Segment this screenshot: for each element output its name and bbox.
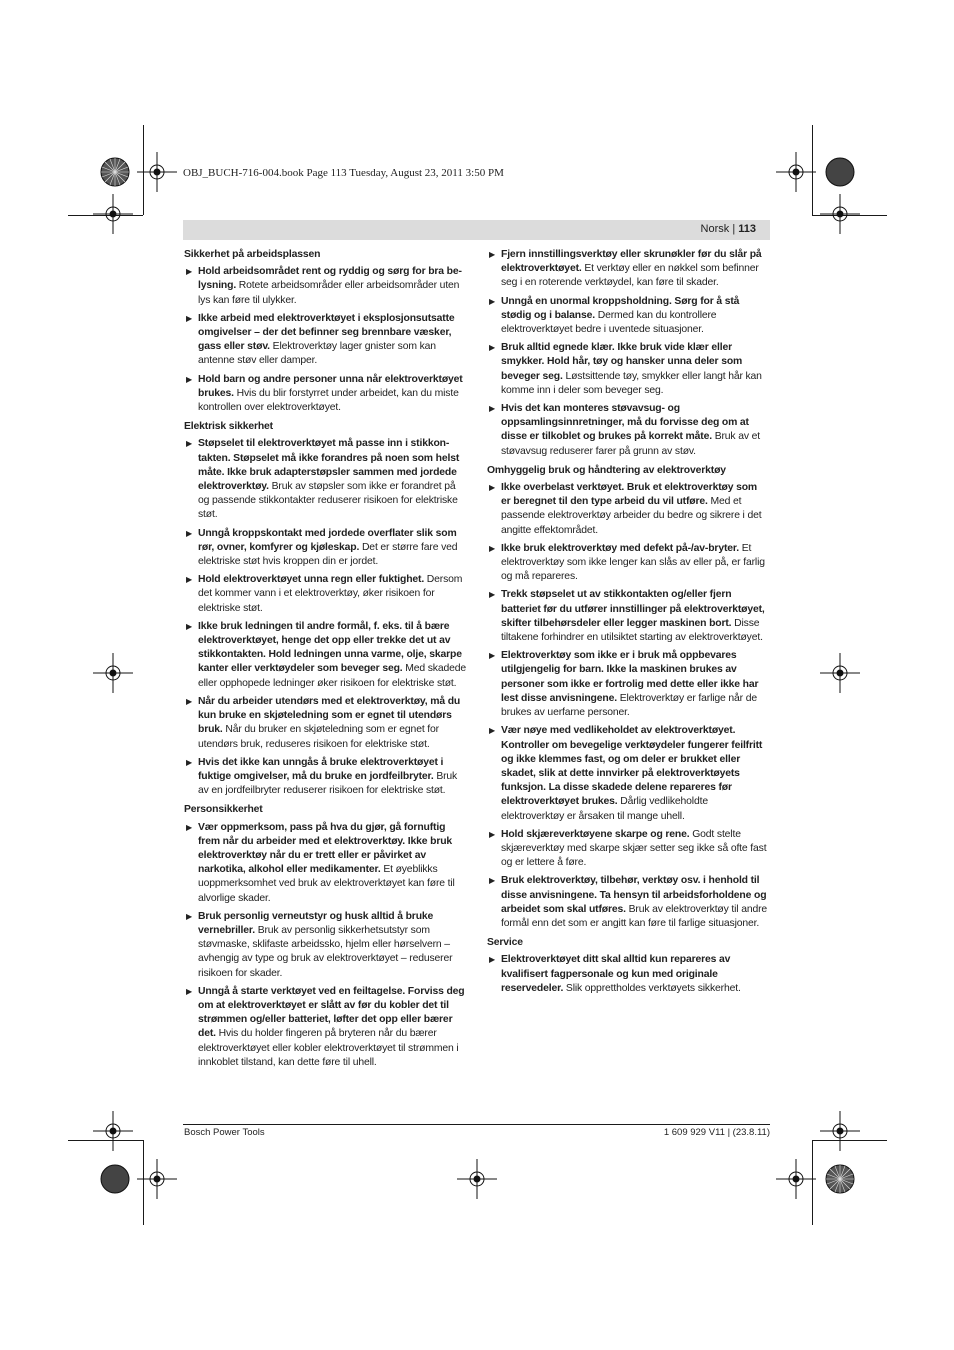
item-bold-text: Bruk alltid egnede klær. Ikke bruk vide klær eller smykker. Hold hår, tøy og hansker unna deler som beveger seg. [501,342,743,382]
item-body-text: Bruk av personlig sikkerhetsutstyr som støvmaske, sklifaste arbeidssko, hjelm eller hørselvern – avhengig av type og bruk av elektroverktøyet – reduserer risikoen for skader. [198,924,453,979]
list-item [487,295,769,338]
item-bold-text: Hold barn og andre personer unna når elektroverktøyet brukes. [198,373,463,399]
list-item [487,874,769,931]
section [487,248,769,459]
item-body-text: Elektroverktøy lager gnister som kan antenne støv eller damper. [198,341,436,367]
list-item [184,756,466,799]
page-header-bar [183,220,770,240]
list-item [487,248,769,291]
section [487,936,769,996]
item-body-text: Dårlig vedlikeholdte elektroverktøy er årsaken til mange uhell. [501,796,708,822]
list-item [487,828,769,871]
item-bold-text: Unngå kroppskontakt med jordede overflater slik som rør, ovner, komfyrer og kjøleskap. [198,527,457,553]
list-item [184,265,466,308]
item-bold-text: Vær nøye med vedlikeholdet av elektroverktøyet. Kontroller om bevegelige verktøydeler fungerer feilfritt og ikke klemmes fast, og om deler er brukket eller skadet, slik at dette innvirker på elektroverktøyets funksjon. La disse skadede delene repareres før elektroverktøyet brukes. [501,725,763,808]
item-bold-text: Ikke overbelast verktøyet. Bruk et elektroverktøy som er beregnet til den type arbeid du vil utføre. [501,482,757,508]
item-bold-text: Hold arbeidsområdet rent og ryddig og sørg for bra belysning. [198,266,462,292]
item-bold-text: Hold skjæreverktøyene skarpe og rene. [501,828,690,840]
list-item [487,953,769,996]
list-item [184,373,466,416]
item-body-text: Hvis du blir forstyrret under arbeidet, kan du miste kontrollen over elektroverktøyet. [198,387,459,414]
bullet-triangle-icon: ▶ [489,651,496,661]
item-body-text: Bruk av støpsler som ikke er forandret på og passende stikkontakter reduserer risikoen for elektriske støt. [198,481,458,521]
item-body-text: Bruk av en jordfeilbryter reduserer risikoen for elektriske støt. [198,770,458,797]
item-body-text: Med skadede eller opphopede ledninger øker risikoen for elektriske støt. [198,663,466,689]
item-bold-text: Ikke arbeid med elektroverktøyet i eksplosjonsutsatte omgivelser – der det befinner seg brennbare væsker, gass eller støv. [198,312,455,353]
bullet-list [184,265,466,415]
item-bold-text: Når du arbeider utendørs med et elektroverktøy, må du kun bruke en skjøteledning som er egnet til utendørs bruk. [198,695,461,736]
bullet-triangle-icon: ▶ [186,757,193,767]
bullet-list [184,821,466,1070]
item-bold-text: Ikke bruk elektroverktøy med defekt på-/av-bryter. [501,542,739,554]
list-item [487,402,769,459]
item-bold-text: Støpselet til elektroverktøyet må passe inn i stikkontakten. Støpselet må ikke forandres på noen som helst måte. Ikke bruk adapterstøpsler sammen med jordede elektroverktøy. [198,438,460,493]
bullet-triangle-icon: ▶ [489,404,496,414]
section-heading: Sikkerhet på arbeidsplassen [184,249,321,260]
item-bold-text: Bruk personlig verneutstyr og husk alltid å bruke vernebriller. [198,910,434,936]
item-bold-text: Elektroverktøy som ikke er i bruk må oppbevares utilgjengelig for barn. Ikke la maskinen brukes av personer som ikke er fortrolig med dette eller ikke har lest disse anvisningene. [501,650,759,704]
section [184,248,466,415]
bullet-triangle-icon: ▶ [489,590,496,600]
right-column [487,248,769,1000]
item-bold-text: Trekk støpselet ut av stikkontakten og/eller fjern batteriet før du utfører innstillinger på elektroverktøyet, skifter tilbehørsdeler eller legger maskinen bort. [501,589,765,629]
section [184,803,466,1070]
item-body-text: Dersom det kommer vann i et elektroverktøy, øker risikoen for elektriske støt. [198,574,463,614]
section-heading: Elektrisk sikkerhet [184,421,273,433]
item-bold-text: Hvis det kan monteres støvavsug- og oppsamlingsinnretninger, må du forvisse deg om at disse er tilkoblet og brukes på korrekt måte. [501,403,749,443]
list-item [487,588,769,645]
footer-rule [183,1124,770,1125]
bullet-triangle-icon: ▶ [489,829,496,839]
item-body-text: Løstsittende tøy, smykker eller langt hår kan komme inn i deler som beveger seg. [501,370,762,396]
list-item [184,312,466,369]
item-body-text: Et øyeblikks uoppmerksomhet ved bruk av elektroverktøyet kan føre til alvorlige skader. [198,864,455,904]
section-heading: Service [487,937,523,949]
footer-brand: Bosch Power Tools [184,1127,265,1138]
list-item [184,985,466,1070]
bullet-triangle-icon: ▶ [186,621,193,631]
item-body-text: Rotete arbeidsområder eller arbeidsområder uten lys kan føre til ulykker. [198,280,460,306]
item-body-text: Det er større fare ved elektriske støt hvis kroppen din er jordet. [198,541,458,568]
bullet-list [487,481,769,931]
item-body-text: Når du bruker en skjøteledning som er egnet for utendørs bruk, reduseres risikoen for elektriske støt. [198,724,439,750]
bullet-triangle-icon: ▶ [186,986,193,996]
item-body-text: Hvis du holder fingeren på bryteren når du bærer elektroverktøyet eller kobler elektroverktøyet til strømmen i innkoblet tilstand, kan dette føre til uhell. [198,1028,459,1068]
bullet-triangle-icon: ▶ [186,911,193,921]
item-body-text: Slik opprettholdes verktøyets sikkerhet. [563,982,741,994]
list-item [184,695,466,752]
item-bold-text: Vær oppmerksom, pass på hva du gjør, gå fornuftig frem når du arbeider med et elektroverktøy. Ikke bruk elektroverktøy når du er trett eller er påvirket av narkotika, alkohol eller medikamenter. [198,821,453,876]
list-item [184,910,466,981]
item-body-text: Bruk av et støvavsug reduserer farer på grunn av støv. [501,431,760,457]
bullet-triangle-icon: ▶ [186,313,193,323]
footer-doc-number: 1 609 929 V11 | (23.8.11) [663,1127,770,1138]
bullet-list [184,437,466,798]
item-bold-text: Fjern innstillingsverktøy eller skrunøkler før du slår på elektroverktøyet. [501,249,762,275]
list-item [184,821,466,906]
bullet-triangle-icon: ▶ [186,439,193,449]
list-item [487,649,769,720]
section-heading: Personsikkerhet [184,804,263,816]
item-body-text: Med et passende elektroverktøy arbeider du bedre og sikrere i det angitte effektområdet. [501,496,762,536]
item-body-text: Godt stelte skjæreverktøy med skarpe skjær setter seg ikke så ofte fast og er lettere å føre. [501,828,767,869]
bullet-triangle-icon: ▶ [489,250,496,259]
item-bold-text: Hvis det ikke kan unngås å bruke elektroverktøyet i fuktige omgivelser, må du bruke en jordfeilbryter. [198,756,444,782]
bullet-triangle-icon: ▶ [186,528,193,538]
item-body-text: Et verktøy eller en nøkkel som befinner seg i en roterende verktøydel, kan føre til skader. [501,263,759,289]
item-bold-text: Hold elektroverktøyet unna regn eller fuktighet. [198,574,425,586]
section [184,420,466,798]
item-bold-text: Bruk elektroverktøy, tilbehør, verktøy osv. i henhold til disse anvisningene. Ta hensyn til arbeidsforholdene og arbeidet som skal utføres. [501,875,767,915]
item-bold-text: Unngå en unormal kroppsholdning. Sørg for å stå stødig og i balanse. [501,295,740,321]
bullet-triangle-icon: ▶ [489,726,496,736]
header-language: Norsk [700,223,730,235]
bullet-triangle-icon: ▶ [186,267,193,277]
header-separator: | [729,223,739,235]
page-number: 113 [738,223,756,235]
bullet-triangle-icon: ▶ [489,955,496,965]
file-info-line: OBJ_BUCH-716-004.book Page 113 Tuesday, August 23, 2011 3:50 PM [183,167,504,179]
list-item [487,481,769,538]
bullet-triangle-icon: ▶ [489,483,496,493]
list-item [487,542,769,585]
list-item [184,527,466,570]
item-bold-text: Elektroverktøyet ditt skal alltid kun repareres av kvalifisert fagpersonale og kun med originale reservedeler. [501,954,731,994]
left-column [184,248,466,1074]
bullet-triangle-icon: ▶ [186,822,193,832]
bullet-triangle-icon: ▶ [489,543,496,553]
bullet-triangle-icon: ▶ [489,296,496,306]
bullet-list [487,248,769,459]
list-item [184,573,466,616]
bullet-list [487,953,769,996]
bullet-triangle-icon: ▶ [186,374,193,384]
section [487,464,769,931]
list-item [487,341,769,398]
bullet-triangle-icon: ▶ [489,876,496,886]
list-item [184,620,466,691]
list-item [184,437,466,522]
item-body-text: Elektroverktøy er farlige når de brukes av uerfarne personer. [501,692,757,719]
item-body-text: Bruk av elektroverktøy til andre formål enn det som er angitt kan føre til farlige situasjoner. [501,903,768,929]
item-bold-text: Unngå å starte verktøyet ved en feiltagelse. Forviss deg om at elektroverktøyet er slått av før du kobler det til strømmen og/eller batteriet, løfter det opp eller bærer det. [198,985,465,1040]
bullet-triangle-icon: ▶ [186,575,193,585]
item-body-text: Et elektroverktøy som ikke lenger kan slås av eller på, er farlig og må repareres. [501,542,765,583]
item-body-text: Disse tiltakene forhindrer en utilsiktet starting av elektroverktøyet. [501,617,763,644]
bullet-triangle-icon: ▶ [489,343,496,353]
bullet-triangle-icon: ▶ [186,696,193,706]
list-item [487,724,769,823]
item-bold-text: Ikke bruk ledningen til andre formål, f. eks. til å bære elektroverktøyet, henge det opp eller trekke det ut av stikkontakten. Hold ledningen unna varme, olje, skarpe kanter eller verktøydeler som beveger seg. [198,620,462,675]
page-header-text [701,223,756,235]
section-heading: Omhyggelig bruk og håndtering av elektroverktøy [487,464,726,476]
item-body-text: Dermed kan du kontrollere elektroverktøyet bedre i uventede situasjoner. [501,309,717,336]
